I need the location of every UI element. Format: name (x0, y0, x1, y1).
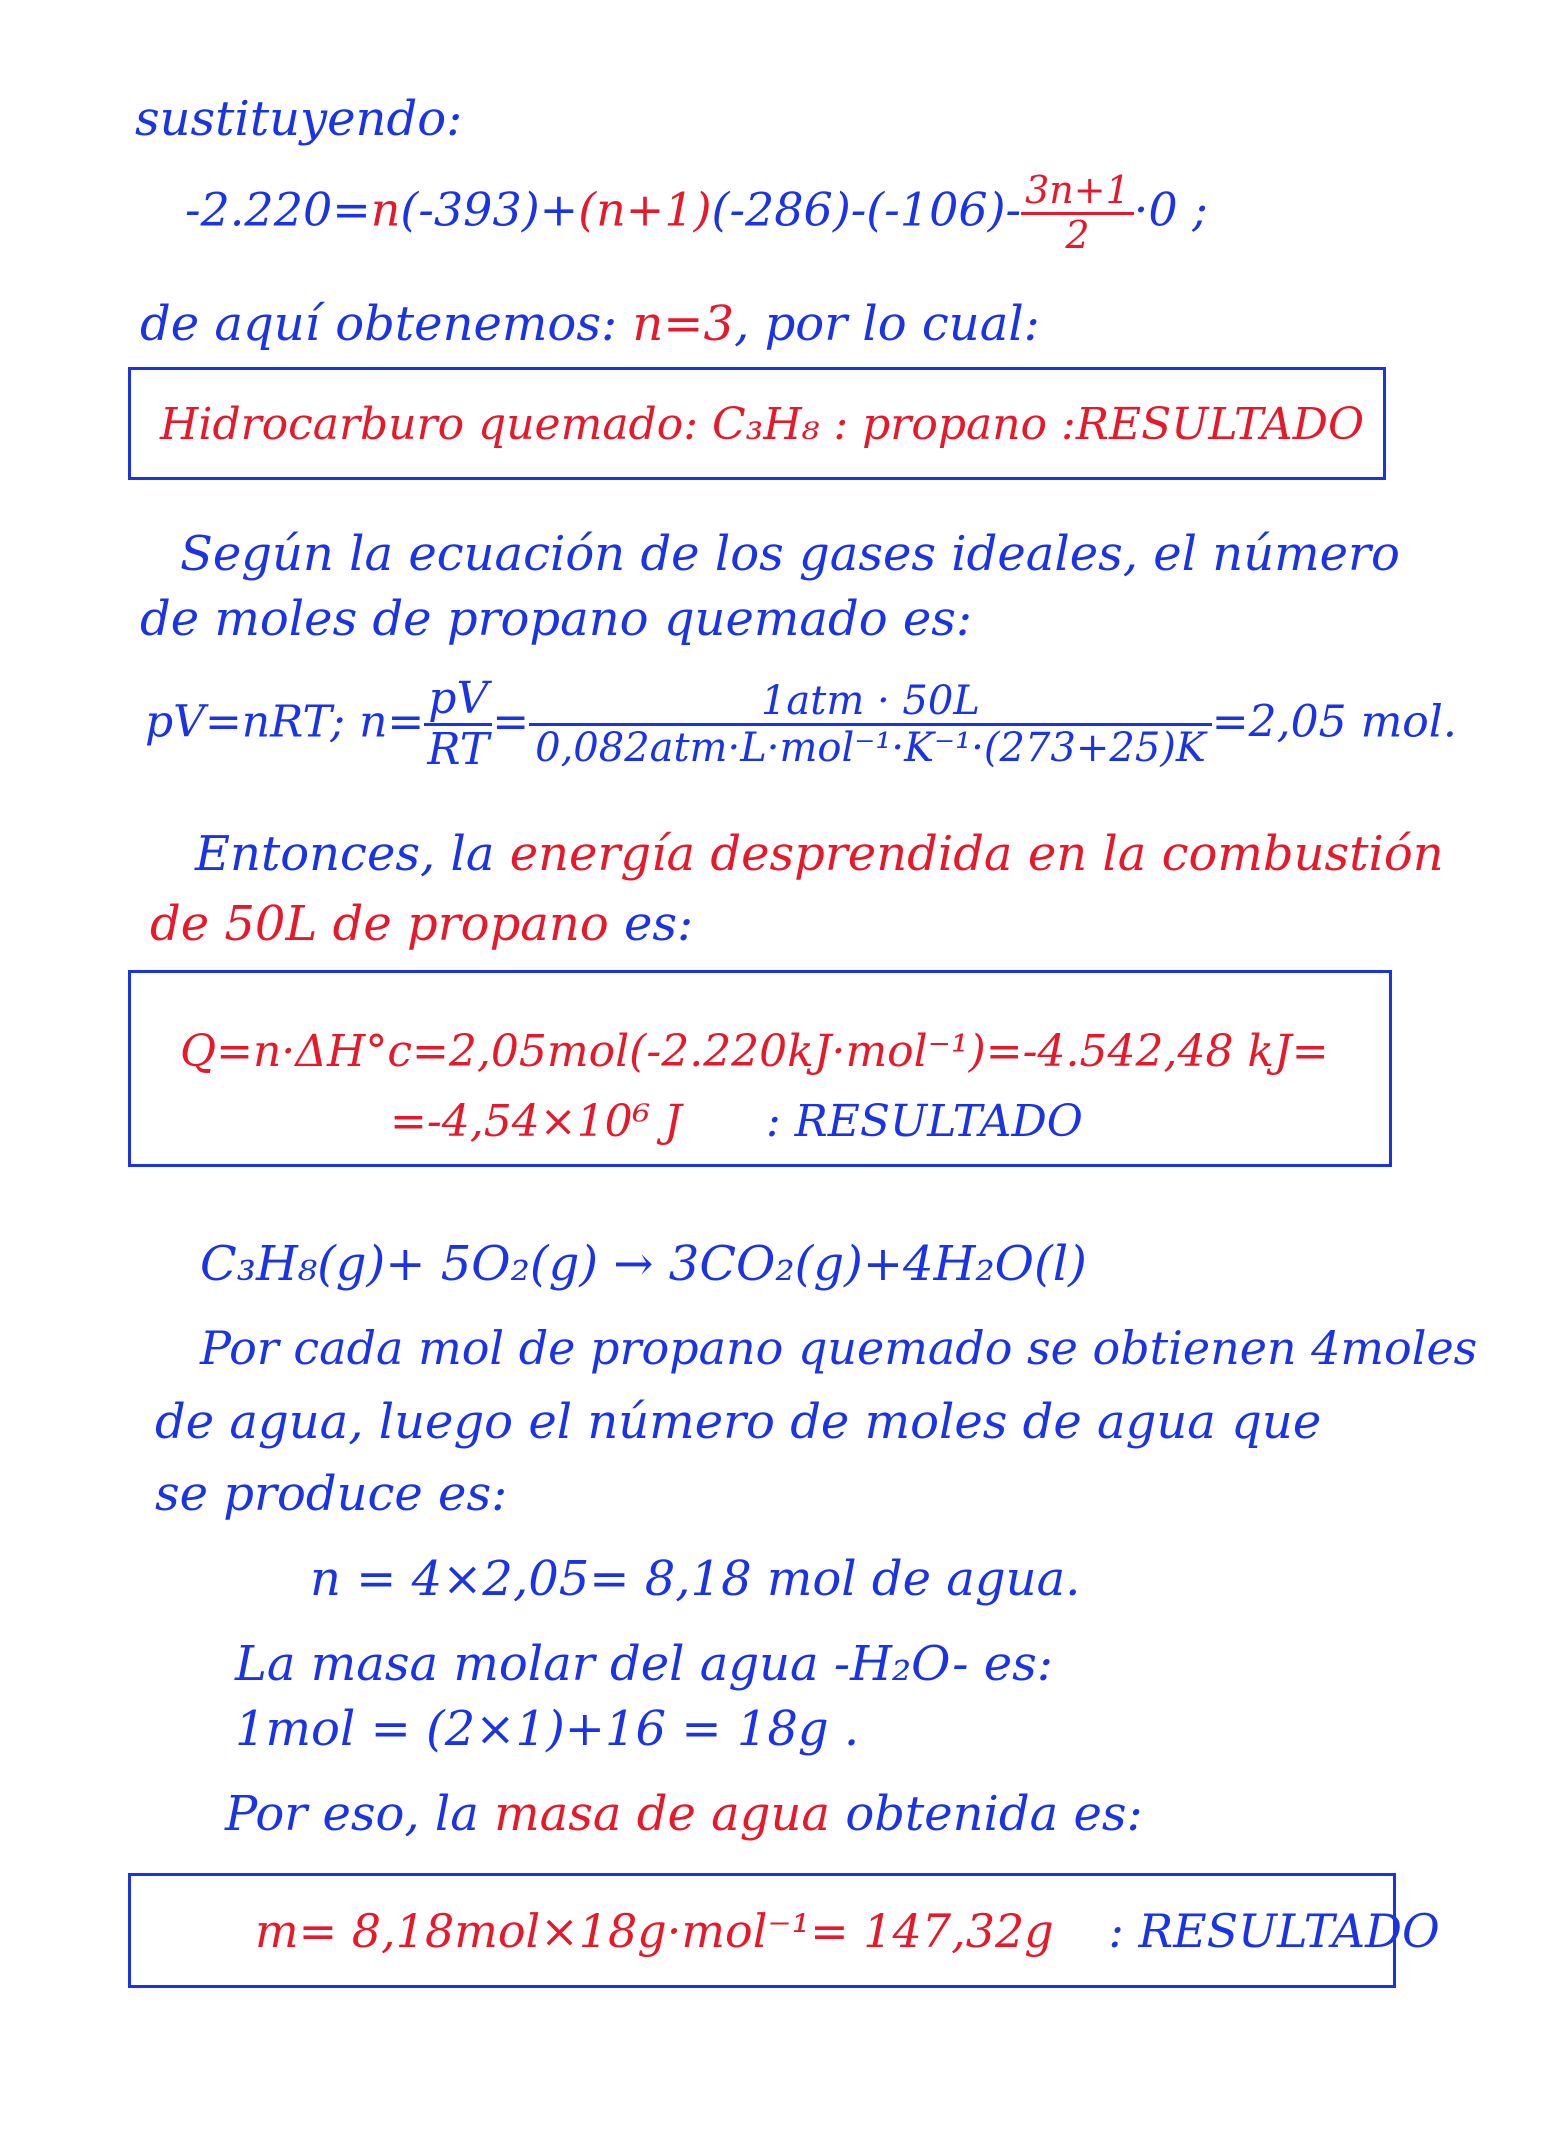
eq-fraction-den: 2 (1065, 212, 1090, 257)
text-por-lo-cual: , por lo cual: (734, 296, 1040, 352)
text-se-produce: se produce es: (155, 1466, 508, 1522)
text-por-cada-mol: Por cada mol de propano quemado se obtienen 4moles (200, 1321, 1478, 1375)
line-moles-propano (140, 591, 973, 647)
text-es: es: (623, 896, 694, 952)
text-energy-result: =-4,54×10⁶ J (390, 1096, 682, 1147)
text-mass-result: m= 8,18mol×18g·mol⁻¹= 147,32g (255, 1904, 1054, 1958)
line-por-eso (225, 1786, 1143, 1842)
eq-part-4: ·0 ; (1133, 182, 1208, 237)
result-n: n=3 (632, 296, 735, 352)
eq-part-n-plus-1: (n+1) (578, 182, 712, 237)
text-obtenida: obtenida es: (845, 1786, 1143, 1842)
text-combustion-eq: C₃H₈(g)+ 5O₂(g) → 3CO₂(g)+4H₂O(l) (200, 1236, 1087, 1292)
line-50l (150, 896, 694, 952)
text-energy-resultado: : RESULTADO (765, 1096, 1083, 1147)
text-combustion: en la combustión (1027, 826, 1444, 882)
eq-part-3: (-286)-(-106)- (711, 182, 1022, 237)
text-hidrocarburo: Hidrocarburo quemado: C₃H₈ : propano :RESULTADO (160, 399, 1365, 450)
text-masa-molar: La masa molar del agua -H₂O- es: (235, 1636, 1053, 1692)
result-hidrocarburo (160, 399, 1365, 450)
eq-fraction-num: 3n+1 (1021, 170, 1134, 215)
text-energy-eq: Q=n·ΔH°c=2,05mol(-2.220kJ·mol⁻¹)=-4.542,48 kJ= (180, 1026, 1329, 1077)
equation-masa-molar (235, 1701, 860, 1757)
text-segun: Según la ecuación de los gases ideales, el número (180, 526, 1400, 582)
eq-equals: = (492, 696, 530, 748)
eq-fraction (1021, 170, 1134, 257)
energy-equation-line1 (180, 1026, 1329, 1077)
text-obtenemos: de aquí obtenemos: (140, 296, 618, 352)
fraction-pv: pV (424, 675, 492, 726)
line-se-produce (155, 1466, 508, 1522)
eq-part-1: -2.220= (185, 182, 371, 237)
text-moles-propano: de moles de propano quemado es: (140, 591, 973, 647)
text-1mol: 1mol = (2×1)+16 = 18g . (235, 1701, 860, 1757)
line-de-agua (155, 1394, 1322, 1450)
line-entonces (195, 826, 1444, 882)
text-energia: energía desprendida (509, 826, 1013, 882)
line-obtenemos (140, 296, 1040, 352)
text-entonces: Entonces, la (195, 826, 495, 882)
equation-moles-agua (310, 1551, 1081, 1607)
text-de-agua: de agua, luego el número de moles de agua que (155, 1394, 1322, 1450)
eq-part-2: (-393)+ (400, 182, 579, 237)
fraction-values-den: 0,082atm·L·mol⁻¹·K⁻¹·(273+25)K (535, 725, 1206, 772)
text-masa-agua: masa de agua (494, 1786, 831, 1842)
line-sustituyendo (135, 91, 463, 147)
text-mass-resultado: : RESULTADO (1108, 1904, 1440, 1958)
equation-combustion (200, 1236, 1087, 1292)
fraction-rt: RT (427, 724, 490, 776)
text-50l-propano: de 50L de propano (150, 896, 609, 952)
text-por-eso: Por eso, la (225, 1786, 479, 1842)
line-por-cada-mol (200, 1321, 1478, 1375)
eq-result-mol: =2,05 mol. (1211, 696, 1457, 748)
text-sustituyendo: sustituyendo: (135, 91, 463, 147)
line-masa-molar (235, 1636, 1053, 1692)
mass-equation (255, 1904, 1440, 1958)
fraction-values (529, 679, 1212, 770)
fraction-values-num: 1atm · 50L (529, 679, 1212, 726)
energy-equation-line2 (390, 1096, 1083, 1147)
fraction-pv-rt (424, 675, 492, 775)
eq-part-n: n (370, 182, 401, 237)
text-moles-agua: n = 4×2,05= 8,18 mol de agua. (310, 1551, 1081, 1607)
line-segun (180, 526, 1400, 582)
equation-ideal-gas (145, 675, 1457, 775)
equation-substitution (185, 170, 1208, 257)
eq-pv-nrt: pV=nRT; n= (145, 696, 425, 748)
